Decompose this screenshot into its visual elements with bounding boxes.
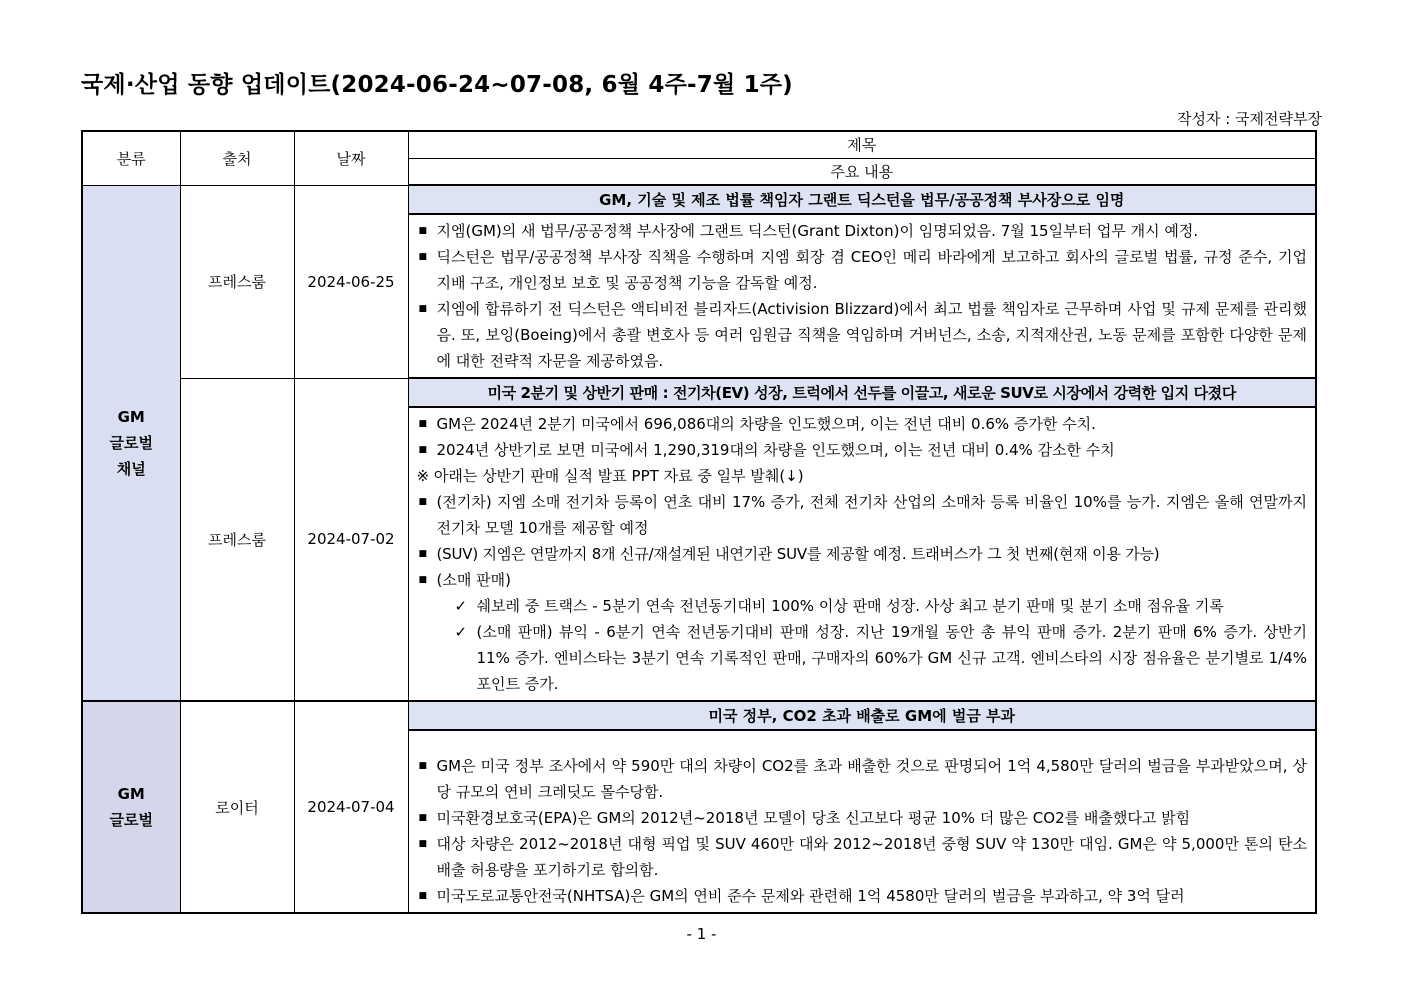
category-line: 글로벌 <box>109 433 153 452</box>
document-title: 국제·산업 동향 업데이트(2024-06-24~07-08, 6월 4주-7월 1주) <box>81 72 793 98</box>
content-cell <box>408 730 1316 913</box>
excerpt-note: ※ 아래는 상반기 판매 실적 발표 PPT 자료 중 일부 발췌(↓) <box>416 467 804 485</box>
header-date: 날짜 <box>294 131 408 185</box>
content-cell <box>408 407 1316 701</box>
bullet-item: ■ 딕스턴은 법무/공공정책 부사장 직책을 수행하며 지엠 회장 겸 CEO인 메리 바라에게 보고하고 회사의 글로벌 법률, 규정 준수, 기업 지배 구조, 개인정보 보호 및 공공정책 기능을 감독할 예정. <box>417 244 1308 296</box>
bullet-square-icon: ■ <box>418 813 428 823</box>
bullet-item: ■ (SUV) 지엠은 연말까지 8개 신규/재설계된 내연기관 SUV를 제공할 예정. 트래버스가 그 첫 번째(현재 이용 가능) <box>417 541 1308 567</box>
trend-table <box>81 130 1317 914</box>
bullet-item: ■ GM은 2024년 2분기 미국에서 696,086대의 차량을 인도했으며, 이는 전년 대비 0.6% 증가한 수치. <box>417 411 1308 437</box>
check-item: ✓ (소매 판매) 뷰익 - 6분기 연속 전년동기대비 판매 성장. 지난 19개월 동안 총 뷰익 판매 증가. 2분기 판매 6% 증가. 상반기 11% 증가. 엔비스타는 3분기 연속 기록적인 판매, 구매자의 60%가 GM 신규 고객. 엔비스타의 시장 점유율은 분기별로 1/4% 포인트 증가. <box>417 619 1308 697</box>
bullet-item: ■ GM은 미국 정부 조사에서 약 590만 대의 차량이 CO2를 초과 배출한 것으로 판명되어 1억 4,580만 달러의 벌금을 부과받았으며, 상당 규모의 연비 크레딧도 몰수당함. <box>417 753 1308 805</box>
bullet-item: ■ (전기차) 지엠 소매 전기차 등록이 연초 대비 17% 증가, 전체 전기차 산업의 소매차 등록 비율인 10%를 능가. 지엠은 올해 연말까지 전기차 모델 10개를 제공할 예정 <box>417 489 1308 541</box>
category-cell-gm-global <box>82 701 180 913</box>
bullet-square-icon: ■ <box>418 575 428 585</box>
category-line: GM <box>117 785 145 803</box>
bullet-square-icon: ■ <box>418 891 428 901</box>
subject-cell: GM, 기술 및 제조 법률 책임자 그랜트 딕스턴을 법무/공공정책 부사장으로 임명 <box>408 185 1316 214</box>
category-cell-gm-global-channel <box>82 185 180 701</box>
date-cell: 2024-06-25 <box>294 185 408 378</box>
bullet-square-icon: ■ <box>418 761 428 771</box>
bullet-square-icon: ■ <box>418 304 428 314</box>
checkmark-icon: ✓ <box>454 597 468 615</box>
bullet-item: ■ 2024년 상반기로 보면 미국에서 1,290,319대의 차량을 인도했으며, 이는 전년 대비 0.4% 감소한 수치 <box>417 437 1308 463</box>
date-cell: 2024-07-02 <box>294 378 408 701</box>
source-cell: 로이터 <box>180 701 294 913</box>
subject-cell: 미국 정부, CO2 초과 배출로 GM에 벌금 부과 <box>408 701 1316 730</box>
bullet-square-icon: ■ <box>418 419 428 429</box>
category-line: 채널 <box>116 459 146 478</box>
bullet-square-icon: ■ <box>418 839 428 849</box>
bullet-item: ■ (소매 판매) <box>417 567 1308 593</box>
source-cell: 프레스룸 <box>180 378 294 701</box>
source-cell: 프레스룸 <box>180 185 294 378</box>
header-category: 분류 <box>82 131 180 185</box>
author-line: 작성자 : 국제전략부장 <box>1176 110 1322 128</box>
bullet-square-icon: ■ <box>418 497 428 507</box>
bullet-square-icon: ■ <box>418 445 428 455</box>
header-subject: 제목 <box>408 131 1316 158</box>
bullet-item: ■ 지엠(GM)의 새 법무/공공정책 부사장에 그랜트 딕스턴(Grant Dixton)이 임명되었음. 7월 15일부터 업무 개시 예정. <box>417 218 1308 244</box>
subject-cell: 미국 2분기 및 상반기 판매 : 전기차(EV) 성장, 트럭에서 선두를 이끌고, 새로운 SUV로 시장에서 강력한 입지 다졌다 <box>408 378 1316 407</box>
bullet-item: ■ 미국환경보호국(EPA)은 GM의 2012년~2018년 모델이 당초 신고보다 평균 10% 더 많은 CO2를 배출했다고 밝힘 <box>417 805 1308 831</box>
category-line: 글로벌 <box>109 811 153 829</box>
bullet-item: ■ 대상 차량은 2012~2018년 대형 픽업 및 SUV 460만 대와 2012~2018년 중형 SUV 약 130만 대임. GM은 약 5,000만 톤의 탄소 배출 허용량을 포기하기로 합의함. <box>417 831 1308 883</box>
checkmark-icon: ✓ <box>454 623 468 641</box>
content-cell <box>408 214 1316 378</box>
bullet-item: ■ 지엠에 합류하기 전 딕스턴은 액티비전 블리자드(Activision Blizzard)에서 최고 법률 책임자로 근무하며 사업 및 규제 문제를 관리했음. 또, 보잉(Boeing)에서 총괄 변호사 등 여러 임원급 직책을 역임하며 거버넌스, 소송, 지적재산권, 노동 문제를 포함한 다양한 문제에 대한 전략적 자문을 제공하였음. <box>417 296 1308 374</box>
bullet-square-icon: ■ <box>418 226 428 236</box>
bullet-item: ■ 미국도로교통안전국(NHTSA)은 GM의 연비 준수 문제와 관련해 1억 4580만 달러의 벌금을 부과하고, 약 3억 달러 <box>417 883 1308 909</box>
header-source: 출처 <box>180 131 294 185</box>
bullet-square-icon: ■ <box>418 252 428 262</box>
category-line: GM <box>117 407 145 426</box>
header-content: 주요 내용 <box>408 158 1316 185</box>
bullet-square-icon: ■ <box>418 549 428 559</box>
page-number: - 1 - <box>686 925 717 943</box>
date-cell: 2024-07-04 <box>294 701 408 913</box>
check-item: ✓ 쉐보레 중 트랙스 - 5분기 연속 전년동기대비 100% 이상 판매 성장. 사상 최고 분기 판매 및 분기 소매 점유율 기록 <box>417 593 1308 619</box>
